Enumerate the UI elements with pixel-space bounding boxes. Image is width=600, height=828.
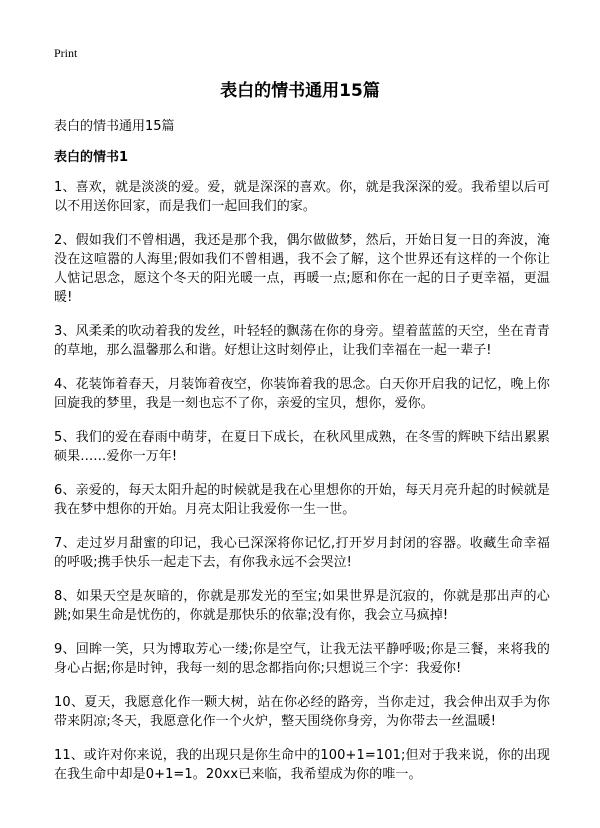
paragraph-4: 4、花装饰着春天，月装饰着夜空，你装饰着我的思念。白天你开启我的记忆，晚上你回旋我的梦里，我是一刻也忘不了你，亲爱的宝贝，想你，爱你。 <box>54 377 550 411</box>
paragraph-9: 9、回眸一笑，只为博取芳心一缕;你是空气，让我无法平静呼吸;你是三餐，来将我的身心占据;你是时钟，我每一刻的思念都指向你;只想说三个字：我爱你! <box>54 642 550 676</box>
paragraph-10: 10、夏天，我愿意化作一颗大树，站在你必经的路旁，当你走过，我会伸出双手为你带来阴凉;冬天，我愿意化作一个火炉，整天围绕你身旁，为你带去一丝温暖! <box>54 695 550 729</box>
paragraph-1: 1、喜欢，就是淡淡的爱。爱，就是深深的喜欢。你，就是我深深的爱。我希望以后可以不用送你回家，而是我们一起回我们的家。 <box>54 180 550 214</box>
letter-body <box>54 178 550 799</box>
document-title: 表白的情书通用15篇 <box>220 81 380 101</box>
section-heading: 表白的情书1 <box>54 150 129 165</box>
paragraph-11: 11、或许对你来说，我的出现只是你生命中的100+1=101;但对于我来说，你的出现在我生命中却是0+1=1。20xx已来临，我希望成为你的唯一。 <box>54 748 550 782</box>
paragraph-5: 5、我们的爱在春雨中萌芽，在夏日下成长，在秋风里成熟，在冬雪的辉映下结出累累硕果……爱你一万年! <box>54 430 550 464</box>
paragraph-8: 8、如果天空是灰暗的，你就是那发光的至宝;如果世界是沉寂的，你就是那出声的心跳;如果生命是忧伤的，你就是那快乐的依靠;没有你，我会立马疯掉! <box>54 589 550 623</box>
paragraph-6: 6、亲爱的，每天太阳升起的时候就是我在心里想你的开始，每天月亮升起的时候就是我在梦中想你的开始。月亮太阳让我爱你一生一世。 <box>54 483 550 517</box>
print-label: Print <box>54 46 78 60</box>
document-subtitle: 表白的情书通用15篇 <box>54 119 175 134</box>
paragraph-2: 2、假如我们不曾相遇，我还是那个我，偶尔做做梦，然后，开始日复一日的奔波，淹没在这喧嚣的人海里;假如我们不曾相遇，我不会了解，这个世界还有这样的一个你让人惦记思念，愿这个冬天的阳光暖一点，再暖一点;愿和你在一起的日子更幸福，更温暖! <box>54 233 550 305</box>
paragraph-7: 7、走过岁月甜蜜的印记，我心已深深将你记忆,打开岁月封闭的容器。收藏生命幸福的呼吸;携手快乐一起走下去，有你我永远不会哭泣! <box>54 536 550 570</box>
paragraph-3: 3、风柔柔的吹动着我的发丝，叶轻轻的飘荡在你的身旁。望着蓝蓝的天空，坐在青青的草地，那么温馨那么和谐。好想让这时刻停止，让我们幸福在一起一辈子! <box>54 324 550 358</box>
